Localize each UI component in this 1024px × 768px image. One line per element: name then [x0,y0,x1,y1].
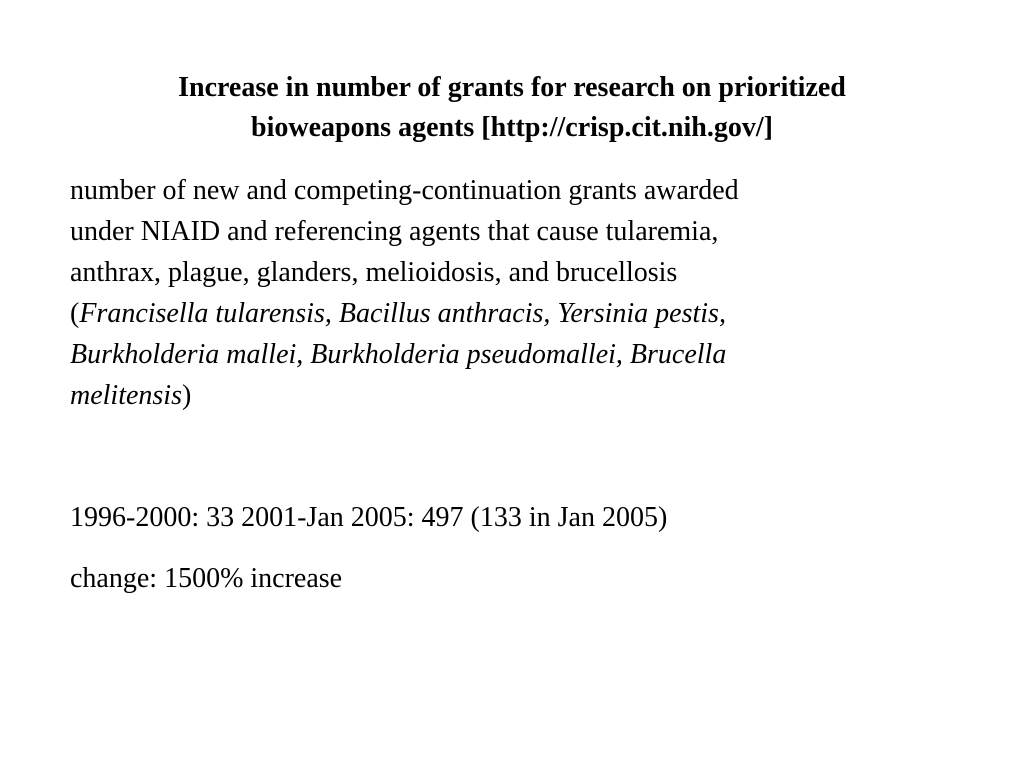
species-list-part-3: melitensis [70,380,182,411]
grant-counts: 1996-2000: 33 2001-Jan 2005: 497 (133 in Jan 2005) [70,502,668,533]
species-list-part-1: Francisella tularensis, Bacillus anthracis, Yersinia pestis, [79,298,726,329]
change-summary: change: 1500% increase [70,563,343,594]
body-line-5 [70,334,960,375]
body-line-6 [70,375,960,416]
body-line-4 [70,293,960,334]
body-line-2: under NIAID and referencing agents that cause tularemia, [70,216,719,247]
body-line-3: anthrax, plague, glanders, melioidosis, and brucellosis [70,257,678,288]
close-paren: ) [182,380,192,411]
species-list-part-2: Burkholderia mallei, Burkholderia pseudomallei, Brucella [70,339,727,370]
title-line-1: Increase in number of grants for research on prioritized [178,72,846,103]
body-line-1: number of new and competing-continuation grants awarded [70,175,739,206]
open-paren: ( [70,298,80,329]
slide-title [60,68,964,148]
body-paragraph [70,170,960,416]
title-line-2: bioweapons agents [http://crisp.cit.nih.gov/] [251,112,773,143]
